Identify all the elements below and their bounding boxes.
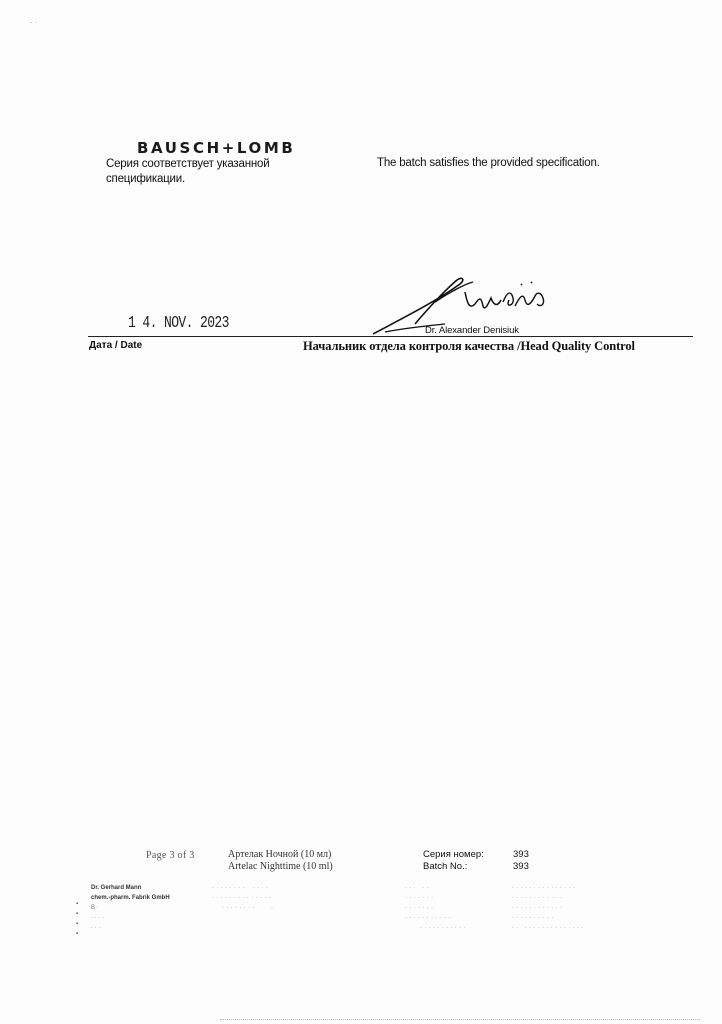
batch-value-en: 393 — [513, 861, 529, 872]
batch-label-en: Batch No.: — [423, 861, 468, 872]
faded-footer-text: · · · · · · · · · · · · — [512, 895, 563, 901]
faded-footer-text: · · · · · · · · · — [222, 905, 274, 911]
bausch-lomb-logo: BAUSCH+LOMB — [137, 139, 296, 157]
faded-footer-text: · · · · · · · · · · · · — [512, 905, 563, 911]
letterhead-company — [91, 883, 170, 903]
faded-footer-text: · · · · · · · · · · · · · · · — [512, 885, 576, 891]
faded-footer-text: · · · · · · · · · · — [512, 915, 554, 921]
faded-footer-text: · · · · · · · · · · · — [420, 925, 466, 931]
statement-en: The batch satisfies the provided specification. — [377, 157, 600, 169]
position-title: Начальник отдела контроля качества /Head Quality Control — [303, 339, 635, 353]
faded-footer-text: · · · · · · · · · · · · · · — [212, 895, 272, 901]
date-label: Дата / Date — [89, 340, 143, 351]
signature-line — [88, 336, 693, 337]
batch-label-ru: Серия номер: — [423, 849, 484, 860]
scan-artifact: · · — [30, 18, 38, 27]
stamp-date: 1 4. NOV. 2023 — [128, 313, 229, 332]
faded-footer-text: · · · · · · · · · · · · · · · · — [512, 925, 584, 931]
company-line-1: Dr. Gerhard Mann — [91, 885, 142, 891]
signer-name: Dr. Alexander Denisiuk — [425, 325, 519, 336]
product-name-ru: Артелак Ночной (10 мл) — [228, 849, 332, 860]
margin-marks: ▪ ▪ ▪ ▪ — [76, 901, 79, 937]
faded-footer-text: · · · · · · · · · · · · — [212, 885, 269, 891]
batch-value-ru: 393 — [513, 849, 529, 860]
faded-footer-text: · · · · · — [405, 885, 429, 891]
statement-ru: Серия соответствует указанной спецификации. — [106, 158, 270, 185]
company-line-2: chem.-pharm. Fabrik GmbH — [91, 895, 170, 901]
product-name-en: Artelac Nighttime (10 ml) — [228, 861, 333, 872]
faded-footer-text: · · · · · · · · · · · — [405, 915, 451, 921]
faded-footer-text: · · · · · · · — [405, 905, 434, 911]
scan-bottom-edge — [220, 1019, 700, 1021]
letterhead-address-faded: B · · · · · · · · — [91, 905, 104, 931]
page-number: Page 3 of 3 — [146, 850, 195, 861]
faded-footer-text: · · · · · · · — [405, 895, 434, 901]
